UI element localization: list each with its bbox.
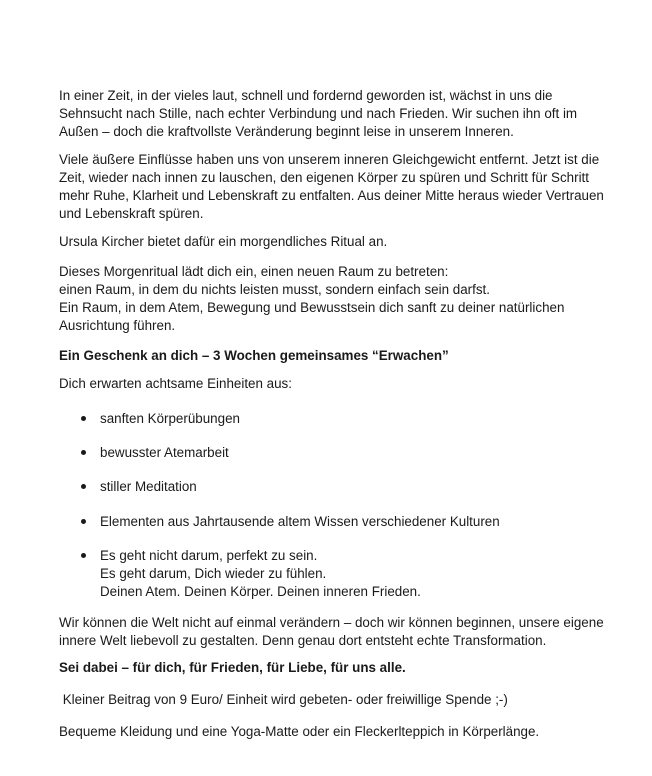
text-line: Es geht darum, Dich wieder zu fühlen. bbox=[100, 566, 327, 581]
text-line: In einer Zeit, in der vieles laut, schnell und fordernd geworden ist, wächst in uns die bbox=[59, 88, 553, 103]
paragraph-influences bbox=[59, 151, 629, 223]
text-line: Deinen Atem. Deinen Körper. Deinen inneren Frieden. bbox=[100, 584, 421, 599]
bullet-icon bbox=[81, 553, 86, 558]
call-to-action: Sei dabei – für dich, für Frieden, für Liebe, für uns alle. bbox=[59, 660, 406, 675]
section-heading: Ein Geschenk an dich – 3 Wochen gemeinsames “Erwachen” bbox=[59, 348, 449, 363]
bullet-icon bbox=[81, 519, 86, 524]
list-item-text: bewusster Atemarbeit bbox=[100, 445, 229, 460]
text-line: mehr Ruhe, Klarheit und Lebenskraft zu entfalten. Aus deiner Mitte heraus wieder Vertrauen bbox=[59, 188, 604, 203]
text-line: innere Welt liebevoll zu gestalten. Denn genau dort entsteht echte Transformation. bbox=[59, 633, 547, 648]
text-line: Es geht nicht darum, perfekt zu sein. bbox=[100, 548, 318, 563]
text-line: einen Raum, in dem du nichts leisten musst, sondern einfach sein darfst. bbox=[59, 282, 490, 297]
text-line: Dieses Morgenritual lädt dich ein, einen neuen Raum zu betreten: bbox=[59, 264, 449, 279]
list-item-text: Elementen aus Jahrtausende altem Wissen verschiedener Kulturen bbox=[100, 514, 500, 529]
bring-note: Bequeme Kleidung und eine Yoga-Matte oder ein Fleckerlteppich in Körperlänge. bbox=[59, 724, 540, 739]
text-line: und Lebenskraft spüren. bbox=[59, 206, 204, 221]
contribution-note: Kleiner Beitrag von 9 Euro/ Einheit wird gebeten- oder freiwillige Spende ;-) bbox=[59, 692, 508, 707]
bullet-icon bbox=[81, 416, 86, 421]
list-item-text: sanften Körperübungen bbox=[100, 411, 240, 426]
paragraph-offer bbox=[59, 233, 629, 251]
text-line: Ursula Kircher bietet dafür ein morgendliches Ritual an. bbox=[59, 234, 388, 249]
text-line: Wir können die Welt nicht auf einmal verändern – doch wir können beginnen, unsere eigene bbox=[59, 615, 604, 630]
text-line: Außen – doch die kraftvollste Veränderung beginnt leise in unserem Inneren. bbox=[59, 124, 514, 139]
bullet-icon bbox=[81, 484, 86, 489]
bullet-icon bbox=[81, 450, 86, 455]
paragraph-change bbox=[59, 614, 629, 650]
paragraph-ritual bbox=[59, 263, 629, 335]
list-item-text: stiller Meditation bbox=[100, 479, 197, 494]
text-line: Sehnsucht nach Stille, nach echter Verbindung und nach Frieden. Wir suchen ihn oft im bbox=[59, 106, 578, 121]
text-line: Zeit, wieder nach innen zu lauschen, den eigenen Körper zu spüren und Schritt für Schritt bbox=[59, 170, 589, 185]
text-line: Viele äußere Einflüsse haben uns von unserem inneren Gleichgewicht entfernt. Jetzt ist die bbox=[59, 152, 600, 167]
list-item-text bbox=[100, 547, 421, 601]
paragraph-intro bbox=[59, 87, 629, 141]
text-line: Ausrichtung führen. bbox=[59, 318, 176, 333]
list-intro: Dich erwarten achtsame Einheiten aus: bbox=[59, 376, 292, 391]
text-line: Ein Raum, in dem Atem, Bewegung und Bewusstsein dich sanft zu deiner natürlichen bbox=[59, 300, 565, 315]
